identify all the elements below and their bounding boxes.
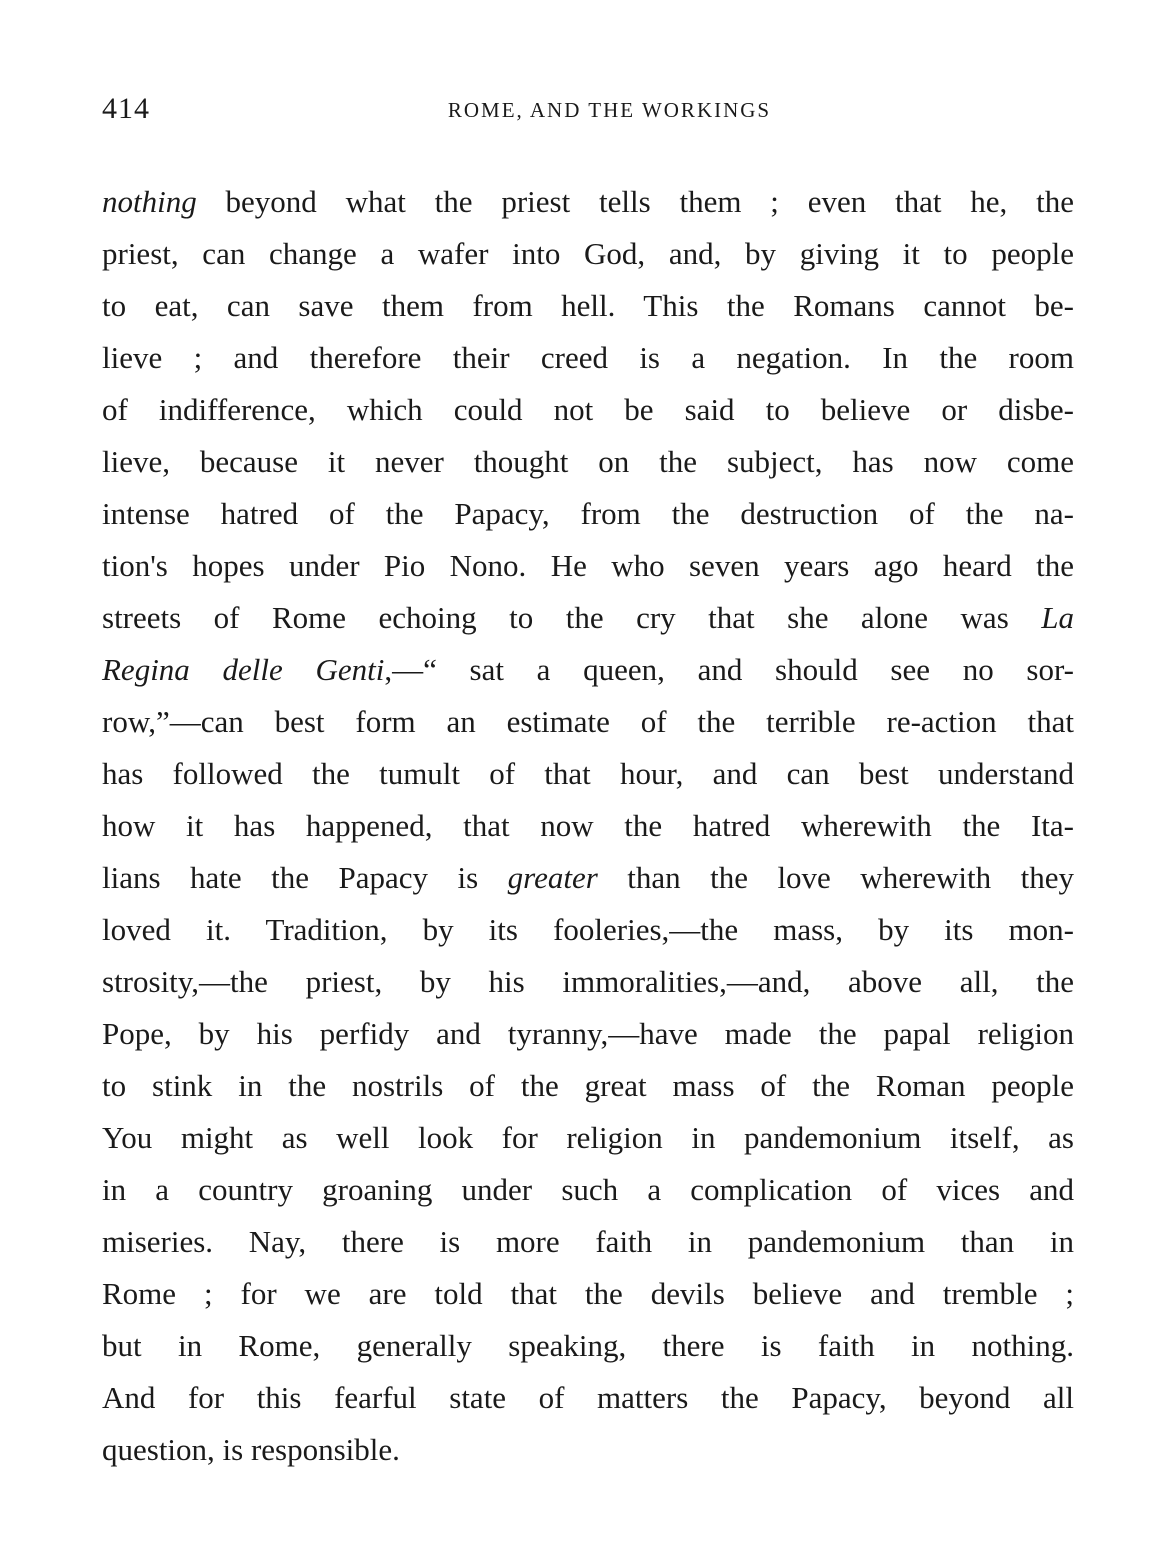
text-segment: Pope, by his perfidy and tyranny,—have made the papal religion (102, 1016, 1074, 1051)
text-segment: Rome ; for we are told that the devils believe and tremble ; (102, 1276, 1074, 1311)
page-number: 414 (102, 92, 150, 125)
text-segment: tion's hopes under Pio Nono. He who seven years ago heard the (102, 548, 1074, 583)
text-segment: miseries. Nay, there is more faith in pandemonium than in (102, 1224, 1074, 1259)
text-segment: lieve, because it never thought on the subject, has now come (102, 444, 1074, 479)
italic-text: nothing (102, 184, 197, 219)
text-line (102, 488, 1074, 540)
body-text (102, 176, 1074, 1476)
text-line (102, 1112, 1074, 1164)
page-header (102, 92, 1077, 132)
text-segment: row,”—can best form an estimate of the terrible re-action that (102, 704, 1074, 739)
text-segment: how it has happened, that now the hatred wherewith the Ita- (102, 808, 1074, 843)
text-segment: of indifference, which could not be said to believe or disbe- (102, 392, 1074, 427)
text-segment: intense hatred of the Papacy, from the destruction of the na- (102, 496, 1074, 531)
text-segment: loved it. Tradition, by its fooleries,—the mass, by its mon- (102, 912, 1074, 947)
text-segment: to stink in the nostrils of the great mass of the Roman people (102, 1068, 1074, 1103)
text-segment: lieve ; and therefore their creed is a negation. In the room (102, 340, 1074, 375)
text-line (102, 956, 1074, 1008)
text-line (102, 1060, 1074, 1112)
text-line (102, 1320, 1074, 1372)
text-segment: You might as well look for religion in pandemonium itself, as (102, 1120, 1074, 1155)
text-line (102, 540, 1074, 592)
text-segment: than the love wherewith they (597, 860, 1074, 895)
text-segment: to eat, can save them from hell. This the Romans cannot be- (102, 288, 1074, 323)
text-segment: question, is responsible. (102, 1432, 400, 1467)
text-line (102, 332, 1074, 384)
text-segment: has followed the tumult of that hour, and can best understand (102, 756, 1074, 791)
text-line (102, 696, 1074, 748)
text-line (102, 176, 1074, 228)
text-line (102, 1164, 1074, 1216)
text-segment: strosity,—the priest, by his immoralities,—and, above all, the (102, 964, 1074, 999)
text-segment: in a country groaning under such a complication of vices and (102, 1172, 1074, 1207)
text-line (102, 1372, 1074, 1424)
text-line (102, 592, 1074, 644)
text-line (102, 1216, 1074, 1268)
text-segment: but in Rome, generally speaking, there is faith in nothing. (102, 1328, 1074, 1363)
text-line (102, 384, 1074, 436)
italic-text: greater (507, 860, 598, 895)
italic-text: La (1041, 600, 1074, 635)
text-line (102, 1268, 1074, 1320)
text-line (102, 280, 1074, 332)
text-line (102, 852, 1074, 904)
text-segment: lians hate the Papacy is (102, 860, 508, 895)
text-line (102, 800, 1074, 852)
text-line (102, 436, 1074, 488)
text-line (102, 644, 1074, 696)
running-head: ROME, AND THE WORKINGS (447, 98, 772, 122)
italic-text: Regina delle Genti (102, 652, 385, 687)
text-segment: beyond what the priest tells them ; even that he, the (196, 184, 1074, 219)
text-line (102, 748, 1074, 800)
text-line (102, 904, 1074, 956)
text-line (102, 1008, 1074, 1060)
text-segment: And for this fearful state of matters the Papacy, beyond all (102, 1380, 1074, 1415)
text-segment: priest, can change a wafer into God, and, by giving it to people (102, 236, 1074, 271)
text-line (102, 228, 1074, 280)
text-line (102, 1424, 1074, 1476)
text-segment: ,—“ sat a queen, and should see no sor- (384, 652, 1074, 687)
text-segment: streets of Rome echoing to the cry that she alone was (102, 600, 1042, 635)
